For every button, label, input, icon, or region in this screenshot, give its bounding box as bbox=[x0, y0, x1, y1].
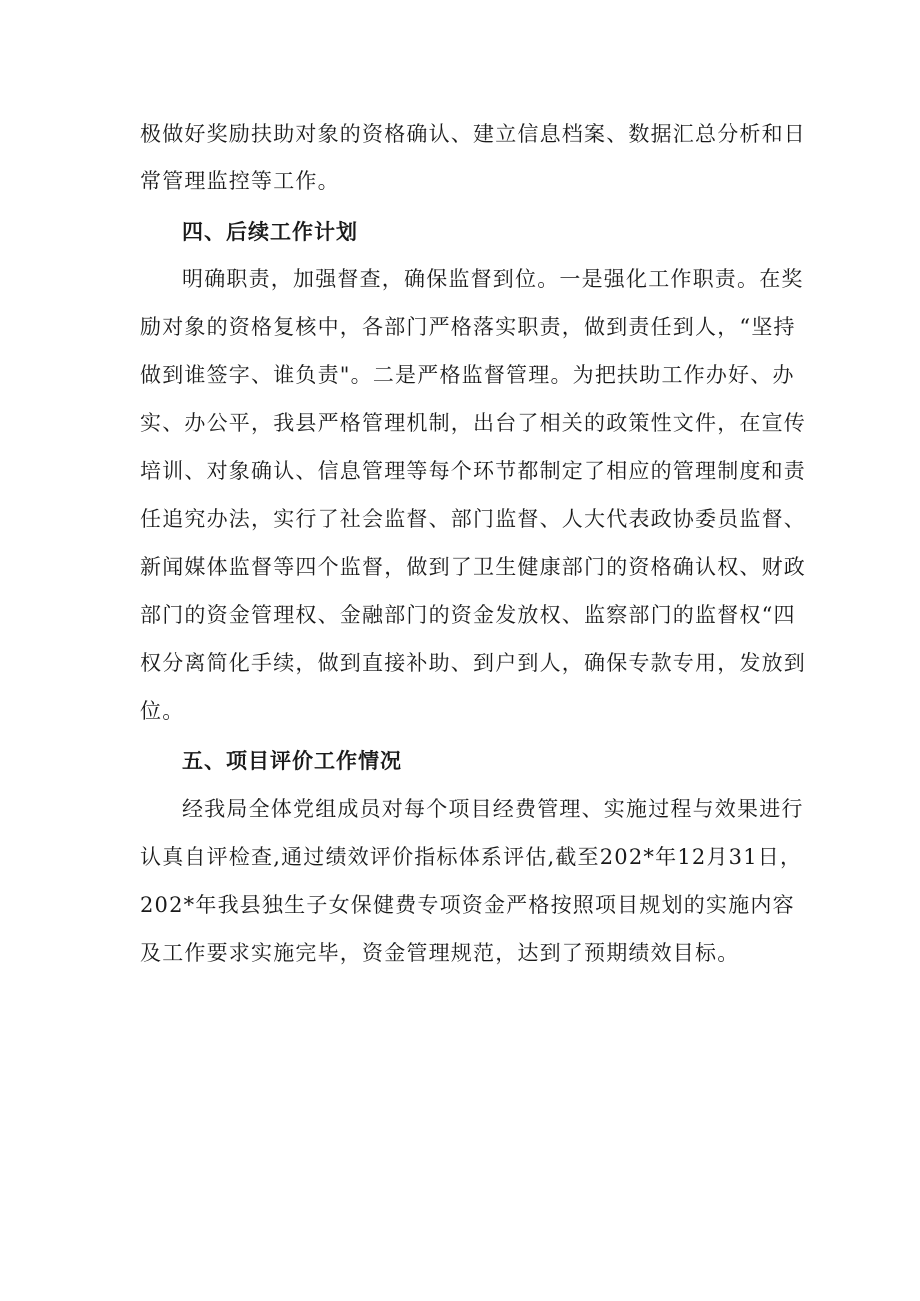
paragraph-line: 励对象的资格复核中，各部门严格落实职责，做到责任到人，“坚持 bbox=[140, 315, 796, 339]
paragraph-line: 实、办公平，我县严格管理机制，出台了相关的政策性文件，在宣传 bbox=[140, 411, 806, 435]
paragraph-line: 新闻媒体监督等四个监督，做到了卫生健康部门的资格确认权、财政 bbox=[140, 555, 806, 579]
paragraph-line: 经我局全体党组成员对每个项目经费管理、实施过程与效果进行 bbox=[182, 797, 804, 821]
paragraph-line: 权分离简化手续，做到直接补助、到户到人，确保专款专用，发放到 bbox=[140, 651, 806, 675]
paragraph-line: 部门的资金管理权、金融部门的资金发放权、监察部门的监督权“四 bbox=[140, 603, 796, 627]
paragraph-line: 及工作要求实施完毕，资金管理规范，达到了预期绩效目标。 bbox=[140, 941, 740, 965]
paragraph-line: 202*年我县独生子女保健费专项资金严格按照项目规划的实施内容 bbox=[140, 893, 795, 917]
paragraph-line: 培训、对象确认、信息管理等每个环节都制定了相应的管理制度和责 bbox=[140, 459, 806, 483]
section-heading-5: 五、项目评价工作情况 bbox=[182, 749, 402, 773]
paragraph-line: 极做好奖励扶助对象的资格确认、建立信息档案、数据汇总分析和日 bbox=[140, 122, 806, 146]
paragraph-line: 任追究办法，实行了社会监督、部门监督、人大代表政协委员监督、 bbox=[140, 507, 806, 531]
paragraph-line: 认真自评检查,通过绩效评价指标体系评估,截至202*年12月31日， bbox=[140, 845, 803, 869]
paragraph-line: 明确职责，加强督查，确保监督到位。一是强化工作职责。在奖 bbox=[182, 267, 804, 291]
paragraph-line: 做到谁签字、谁负责"。二是严格监督管理。为把扶助工作办好、办 bbox=[140, 363, 795, 387]
paragraph-line: 位。 bbox=[140, 699, 185, 723]
paragraph-line: 常管理监控等工作。 bbox=[140, 169, 340, 193]
section-heading-4: 四、后续工作计划 bbox=[182, 220, 358, 244]
